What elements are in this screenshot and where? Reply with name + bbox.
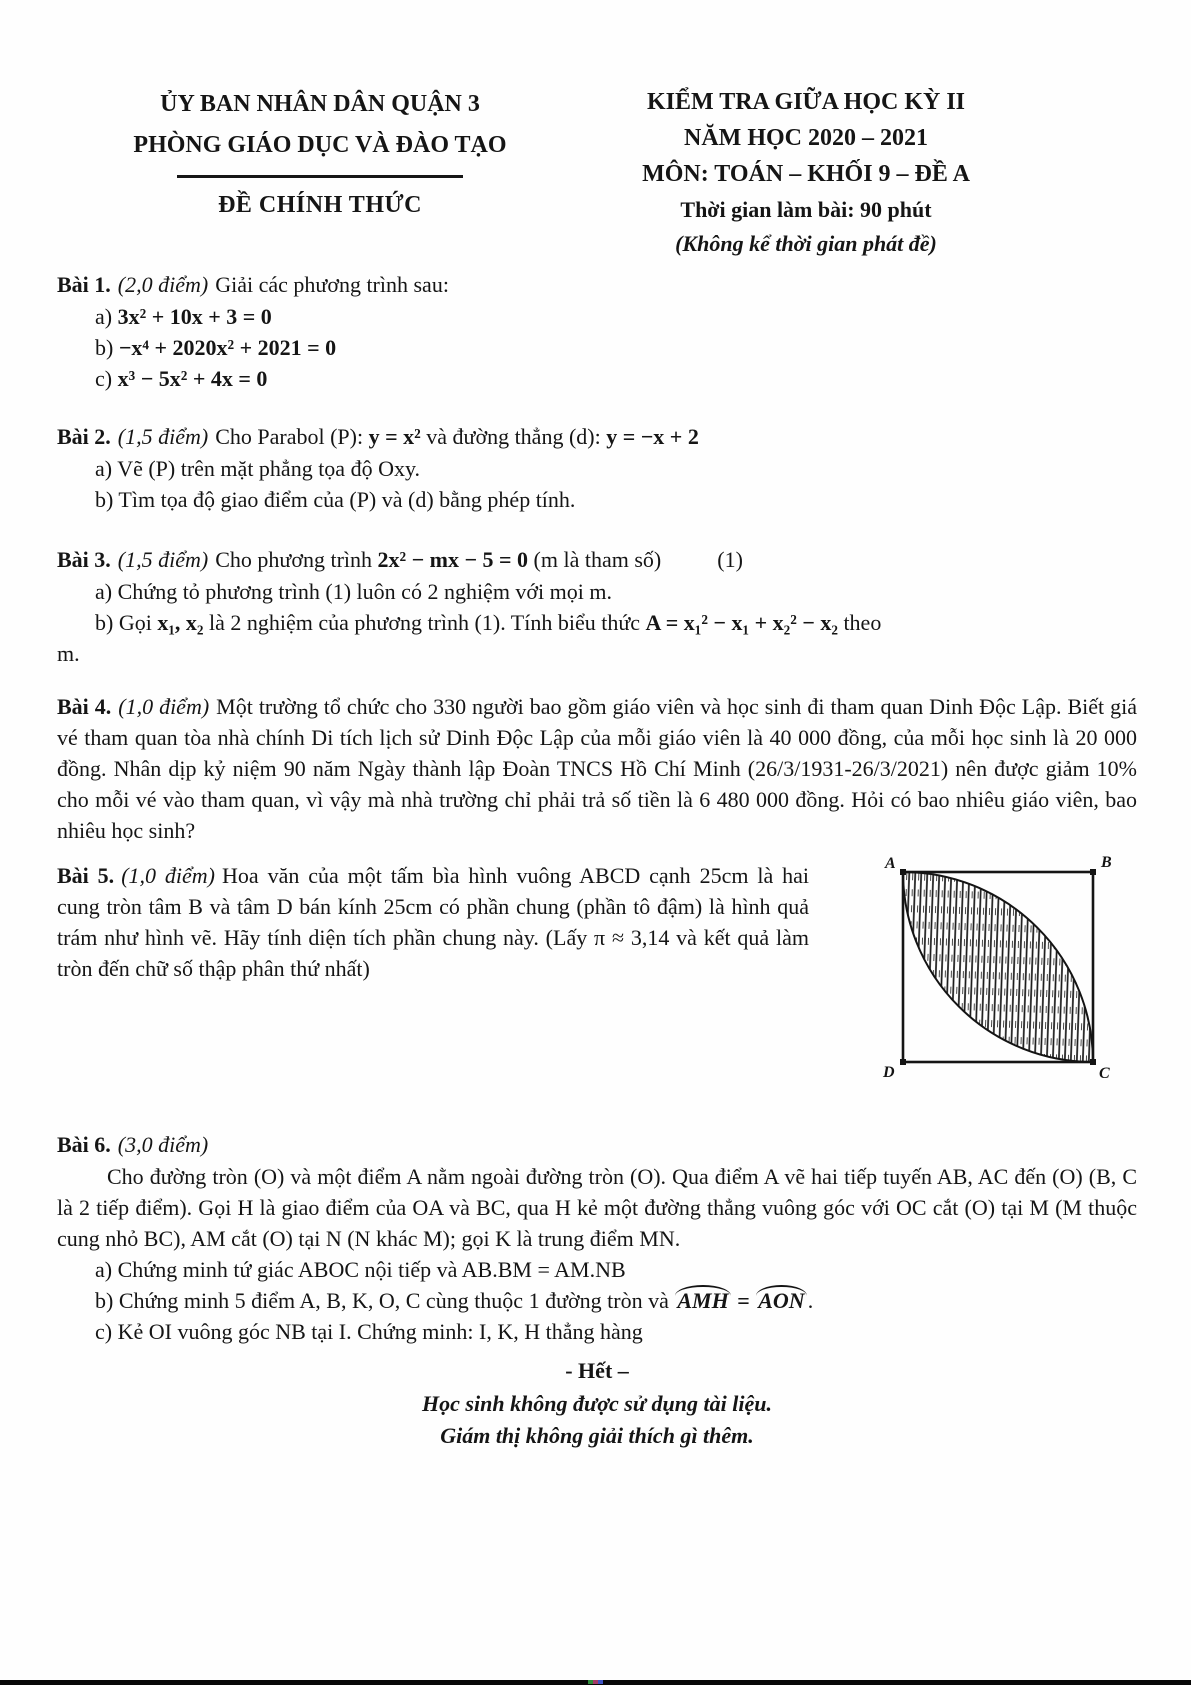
problem-5-points: (1,0 điểm) xyxy=(121,863,216,888)
problem-2-item-a: a) Vẽ (P) trên mặt phẳng tọa độ Oxy. xyxy=(95,456,421,481)
issuing-authority-block xyxy=(108,84,532,220)
exam-title: KIỂM TRA GIỮA HỌC KỲ II xyxy=(646,89,966,115)
problem-3-tail: m. xyxy=(57,641,80,666)
authority-line-1: ỦY BAN NHÂN DÂN QUẬN 3 xyxy=(160,91,480,117)
problem-6-points: (3,0 điểm) xyxy=(117,1132,209,1157)
problem-3-heading xyxy=(57,543,1137,576)
corner-dot-d xyxy=(900,1059,906,1065)
problem-1 xyxy=(57,268,1137,394)
vertex-label-a: A xyxy=(885,855,896,872)
end-marker: - Hết – xyxy=(565,1358,629,1383)
problem-6-item-a: a) Chứng minh tứ giác ABOC nội tiếp và AB.BM = AM.NB xyxy=(95,1257,626,1282)
problem-6 xyxy=(57,1128,1137,1347)
item-text: theo xyxy=(837,610,882,635)
footer-note-1: Học sinh không được sử dụng tài liệu. xyxy=(422,1391,772,1416)
equation: 3x² + 10x + 3 = 0 xyxy=(117,304,272,329)
problem-1-item-c xyxy=(57,363,1137,394)
equation: y = x² xyxy=(368,424,421,449)
corner-dot-b xyxy=(1090,869,1096,875)
problem-5-paragraph xyxy=(57,860,809,984)
equation: 2x² − mx − 5 = 0 xyxy=(377,547,529,572)
problem-2-heading xyxy=(57,420,1137,453)
problem-6-label: Bài 6. xyxy=(57,1132,111,1157)
vertex-label-d: D xyxy=(883,1064,895,1080)
equation: x³ − 5x² + 4x = 0 xyxy=(117,366,268,391)
equation: A = x₁² − x₁ + x₂² − x₂ xyxy=(645,610,838,635)
duration-line: Thời gian làm bài: 90 phút xyxy=(680,197,932,222)
exam-footer xyxy=(57,1353,1137,1452)
item-label: a) xyxy=(95,304,113,329)
problem-1-heading xyxy=(57,268,1137,301)
vertex-label-c: C xyxy=(1099,1065,1110,1080)
problem-4 xyxy=(57,691,1137,846)
problem-3-item-b xyxy=(57,607,1137,638)
problem-2-text: Cho Parabol (P): xyxy=(215,424,369,449)
problem-4-label: Bài 4. xyxy=(57,694,112,719)
problem-4-text: Một trường tổ chức cho 330 người bao gồm giáo viên và học sinh đi tham quan Dinh Độc Lập. Biết giá vé tham quan tòa nhà chính Di tích lịch sử Dinh Độc Lập của mỗi giáo viên là 40 000 đồng, của mỗi học sinh là 20 000 đồng. Nhân dịp kỷ niệm 90 năm Ngày thành lập Đoàn TNCS Hồ Chí Minh (26/3/1931-26/3/2021) nên được giảm 10% cho mỗi vé vào tham quan, vì vậy mà nhà trường chỉ phải trả số tiền là 6 480 000 đồng. Hỏi có bao nhiêu giáo viên, bao nhiêu học sinh? xyxy=(57,694,1137,843)
item-text: b) Gọi xyxy=(95,610,158,635)
problem-1-points: (2,0 điểm) xyxy=(117,272,209,297)
authority-line-2: PHÒNG GIÁO DỤC VÀ ĐÀO TẠO xyxy=(133,132,507,158)
exam-body xyxy=(57,268,1137,1452)
equation: −x⁴ + 2020x² + 2021 = 0 xyxy=(118,335,337,360)
duration-note: (Không kể thời gian phát đề) xyxy=(675,231,937,256)
corner-dot-c xyxy=(1090,1059,1096,1065)
problem-5-text: Hoa văn của một tấm bìa hình vuông ABCD cạnh 25cm là hai cung tròn tâm B và tâm D bán kính 25cm có phần chung (phần tô đậm) là hình quả trám như hình vẽ. Hãy tính diện tích phần chung này. (Lấy π ≈ 3,14 và kết quả làm tròn đến chữ số thập phân thứ nhất) xyxy=(57,863,810,981)
school-year: NĂM HỌC 2020 – 2021 xyxy=(684,125,928,151)
equals-sign: = xyxy=(731,1288,756,1313)
item-text: b) Chứng minh 5 điểm A, B, K, O, C cùng thuộc 1 đường tròn và xyxy=(95,1288,675,1313)
problem-2-text: và đường thẳng (d): xyxy=(420,424,607,449)
problem-5-label: Bài 5. xyxy=(57,863,115,888)
problem-3-points: (1,5 điểm) xyxy=(117,547,209,572)
shaded-lens-region xyxy=(903,872,1093,1062)
problem-6-heading xyxy=(57,1128,1137,1161)
subject-line: MÔN: TOÁN – KHỐI 9 – ĐỀ A xyxy=(642,161,970,187)
problem-2-label: Bài 2. xyxy=(57,424,111,449)
problem-2 xyxy=(57,420,1137,515)
exam-info-block xyxy=(580,84,1032,261)
item-text: . xyxy=(807,1288,814,1313)
problem-1-item-b xyxy=(57,332,1137,363)
problem-3-label: Bài 3. xyxy=(57,547,111,572)
header-divider xyxy=(177,175,463,178)
scan-artifact-dot xyxy=(598,1680,603,1684)
problem-6-item-b xyxy=(57,1285,1137,1316)
equation: x₁, x₂ xyxy=(157,610,204,635)
square-lens-figure xyxy=(877,852,1117,1080)
official-exam-label: ĐỀ CHÍNH THỨC xyxy=(218,192,422,218)
problem-2-item-b: b) Tìm tọa độ giao điểm của (P) và (d) bằng phép tính. xyxy=(95,487,576,512)
footer-note-2: Giám thị không giải thích gì thêm. xyxy=(440,1423,754,1448)
problem-3-item-a: a) Chứng tỏ phương trình (1) luôn có 2 nghiệm với mọi m. xyxy=(95,579,613,604)
vertex-label-b: B xyxy=(1101,854,1112,871)
problem-2-points: (1,5 điểm) xyxy=(117,424,209,449)
problem-3-text: Cho phương trình xyxy=(215,547,378,572)
problem-1-intro: Giải các phương trình sau: xyxy=(215,272,449,297)
problem-1-label: Bài 1. xyxy=(57,272,111,297)
equation-number: (1) xyxy=(717,547,743,572)
angle-arc-amh: AMH xyxy=(677,1288,729,1313)
problem-1-item-a xyxy=(57,301,1137,332)
problem-4-paragraph xyxy=(57,691,1137,846)
item-text: là 2 nghiệm của phương trình (1). Tính biểu thức xyxy=(203,610,646,635)
angle-arc-aon: AON xyxy=(758,1288,805,1313)
item-label: c) xyxy=(95,366,113,391)
problem-6-paragraph: Cho đường tròn (O) và một điểm A nằm ngoài đường tròn (O). Qua điểm A vẽ hai tiếp tuyến AB, AC đến (O) (B, C là 2 tiếp điểm). Gọi H là giao điểm của OA và BC, qua H kẻ một đường thẳng vuông góc với OC cắt (O) tại M (M thuộc cung nhỏ BC), AM cắt (O) tại N (N khác M); gọi K là trung điểm MN. xyxy=(57,1164,1137,1251)
figure-svg xyxy=(877,852,1117,1080)
problem-5 xyxy=(57,854,1137,1110)
problem-3-text: (m là tham số) xyxy=(528,547,662,572)
problem-3 xyxy=(57,543,1137,669)
item-label: b) xyxy=(95,335,114,360)
equation: y = −x + 2 xyxy=(606,424,699,449)
corner-dot-a xyxy=(900,869,906,875)
problem-4-points: (1,0 điểm) xyxy=(118,694,210,719)
problem-6-item-c: c) Kẻ OI vuông góc NB tại I. Chứng minh: I, K, H thẳng hàng xyxy=(95,1319,643,1344)
scan-edge-bar xyxy=(0,1680,1191,1685)
